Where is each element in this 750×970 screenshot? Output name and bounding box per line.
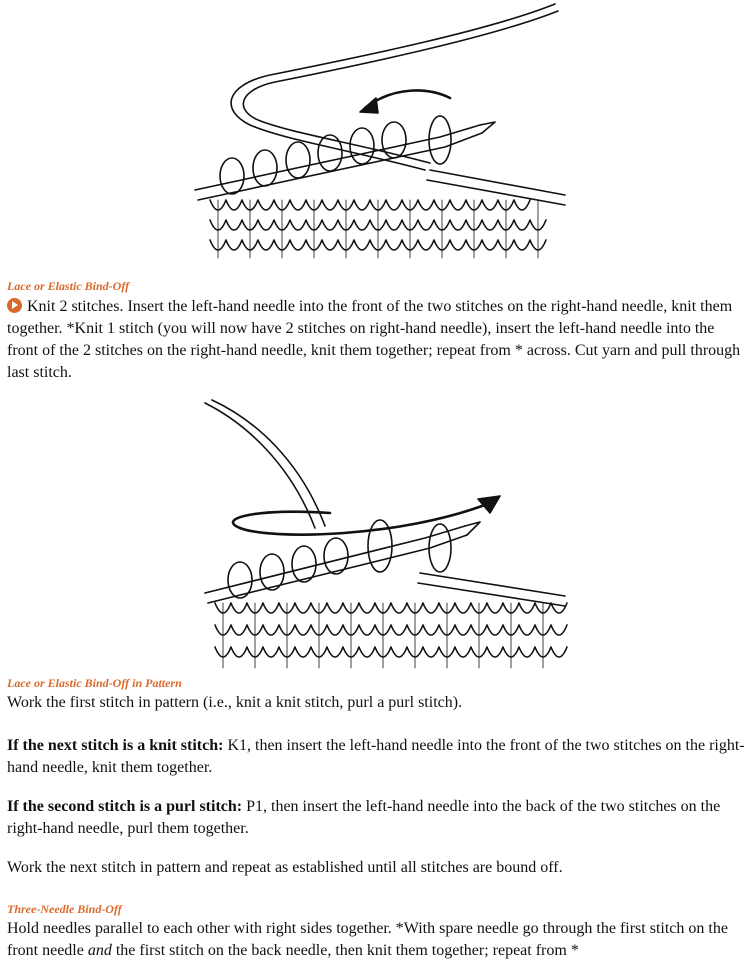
section-heading-lace-bind-off-pattern: Lace or Elastic Bind-Off in Pattern [7,676,182,690]
play-arrow-icon [7,298,22,313]
section3-text-2: the first stitch on the back needle, then knit them together; repeat from * [111,942,579,959]
section-heading-three-needle: Three-Needle Bind-Off [7,902,122,916]
purl-stitch-text: P1, then insert the left-hand needle into the back of the two stitches on the right-hand needle, purl them together. [7,798,721,837]
section3-text-1: Hold needles parallel to each other with right sides together. *With spare needle go through the first stitch on the front needle [7,920,728,959]
purl-stitch-lead: If the second stitch is a purl stitch: [7,798,243,815]
section2-paragraph-4: Work the next stitch in pattern and repeat as established until all stitches are bound off. [7,859,563,876]
knitting-illustration-2 [200,398,570,670]
section3-paragraph [7,918,747,962]
knitting-illustration-1 [190,0,570,262]
section1-text: Knit 2 stitches. Insert the left-hand needle into the front of the two stitches on the right-hand needle, knit them together. *Knit 1 stitch (you will now have 2 stitches on right-hand needle), insert the left-hand needle into the front of the 2 stitches on the right-hand needle, knit them together; repeat from * across. Cut yarn and pull through last stitch. [7,298,741,381]
knit-stitch-lead: If the next stitch is a knit stitch: [7,737,224,754]
section2-paragraph-1: Work the first stitch in pattern (i.e., knit a knit stitch, purl a purl stitch). [7,694,463,711]
knit-stitch-text: K1, then insert the left-hand needle into the front of the two stitches on the right-hand needle, knit them together. [7,737,745,776]
section2-paragraph-purl [7,796,747,840]
section-heading-lace-bind-off: Lace or Elastic Bind-Off [7,279,130,293]
section1-paragraph [7,296,747,384]
section2-paragraph-knit [7,735,747,779]
section3-emphasis: and [87,942,112,959]
